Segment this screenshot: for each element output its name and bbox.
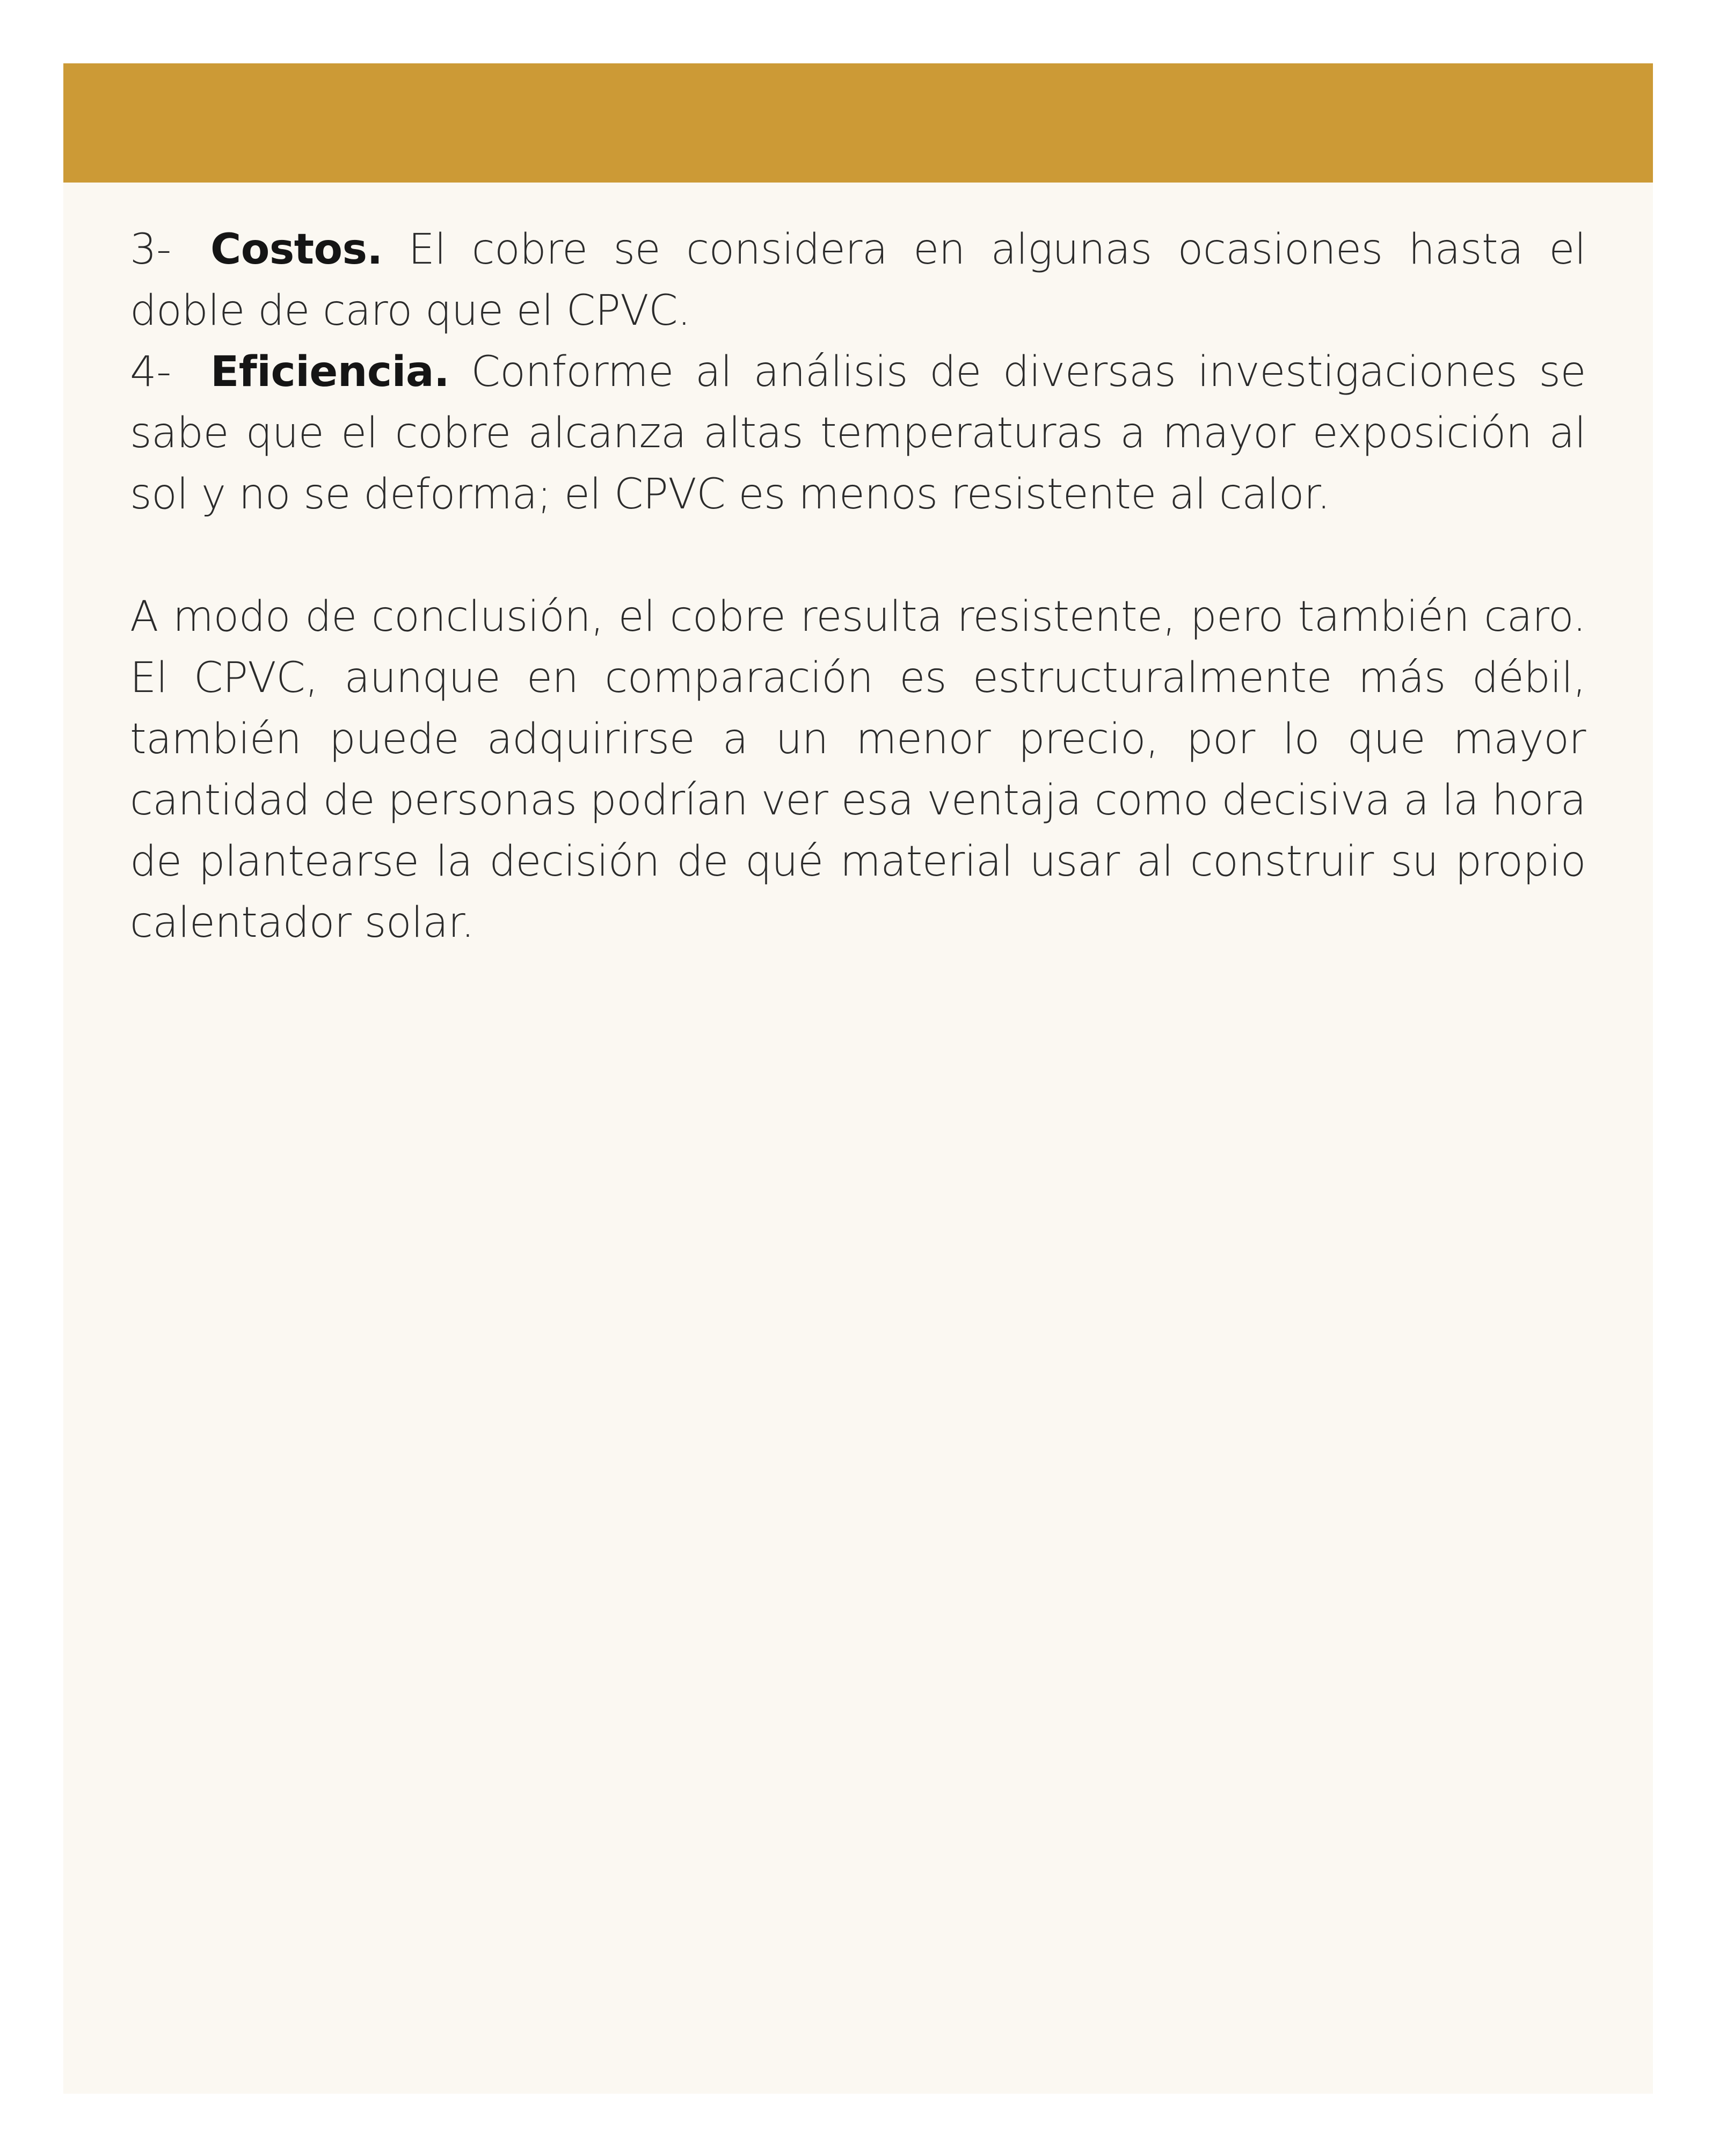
list-item-number: 3- bbox=[130, 225, 171, 274]
list-item-term: Costos. bbox=[210, 225, 383, 274]
list-item-text: El cobre se considera en algunas ocasiones hasta el doble de caro que el CPVC. bbox=[130, 225, 1586, 335]
body-text bbox=[130, 219, 1586, 953]
list-item-costos bbox=[130, 219, 1586, 341]
list-item-number: 4- bbox=[130, 348, 171, 396]
page-panel bbox=[63, 63, 1653, 2094]
list-item-term: Eficiencia. bbox=[210, 348, 450, 396]
list-item-text: Conforme al análisis de diversas investigaciones se sabe que el cobre alcanza altas temperaturas a mayor exposición al sol y no se deforma; el CPVC es menos resistente al calor. bbox=[130, 348, 1586, 519]
conclusion-paragraph: A modo de conclusión, el cobre resulta resistente, pero también caro. El CPVC, aunque en comparación es estructuralmente más débil, también puede adquirirse a un menor precio, por lo que mayor cantidad de personas podrían ver esa ventaja como decisiva a la hora de plantearse la decisión de qué material usar al construir su propio calentador solar. bbox=[130, 593, 1586, 947]
header-band bbox=[63, 63, 1653, 183]
list-item-eficiencia bbox=[130, 341, 1586, 525]
